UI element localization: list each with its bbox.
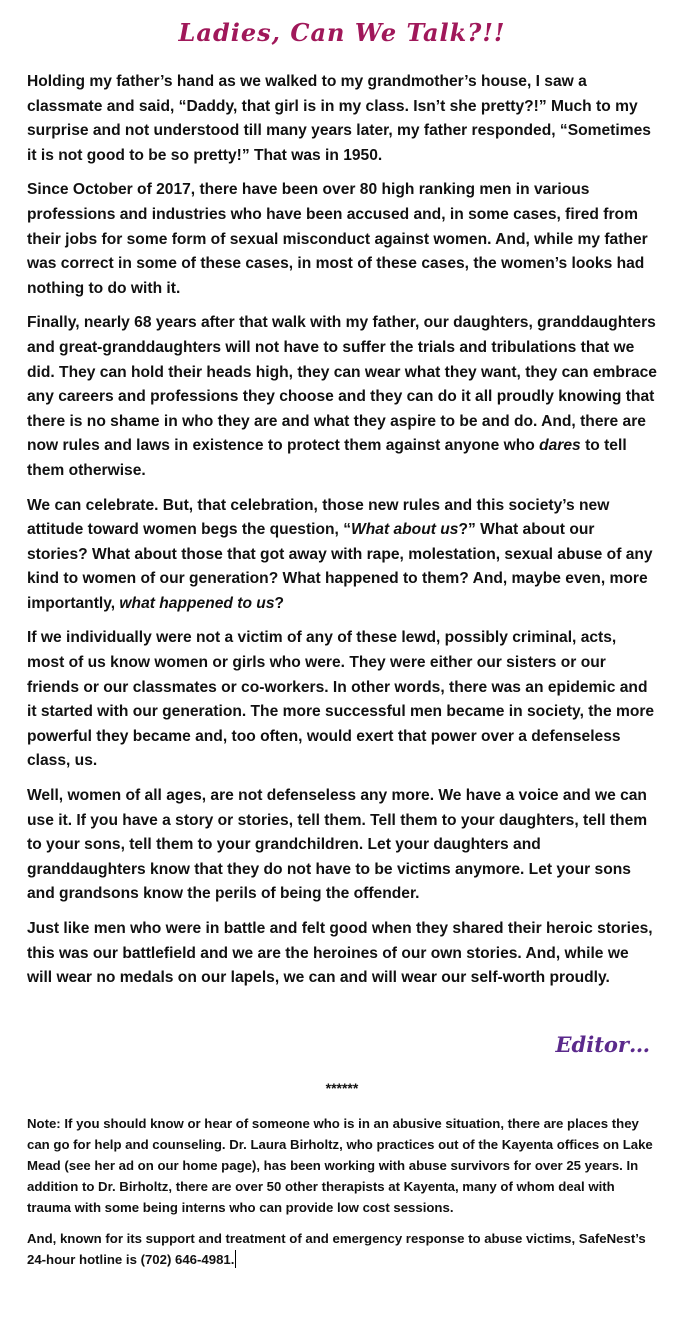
paragraph-1: Holding my father’s hand as we walked to my grandmother’s house, I saw a classmate and said, “Daddy, that girl is in my class. Isn’t she pretty?!” Much to my surprise and not understood till many years later, my father responded, “Sometimes it is not good to be so pretty!” That was in 1950. [27,73,651,164]
paragraph-3-emphasis: dares [539,437,581,455]
paragraph-5: If we individually were not a victim of any of these lewd, possibly criminal, acts, most of us know women or girls who were. They were either our sisters or our friends or our classmates or co-workers. In other words, there was an epidemic and it started with our generation. The more successful men became in society, the more powerful they became and, too often, would exert that power over a defenseless class, us. [27,629,655,770]
paragraph-4-emphasis-1: What about us [351,521,459,539]
article-body [27,70,657,1001]
article-title: Ladies, Can We Talk?!! [178,18,506,47]
hotline-text: And, known for its support and treatment of and emergency response to abuse victims, SafeNest’s 24-hour hotline is (702) 646-4981. [27,1231,646,1267]
editor-signature: Editor… [555,1032,650,1057]
paragraph-4-text-c: ? [274,594,285,612]
note-paragraph-1: Note: If you should know or hear of someone who is in an abusive situation, there are places they can go for help and counseling. Dr. Laura Birholtz, who practices out of the Kayenta offices on Lake Mead (see her ad on our home page), has been working with abuse survivors for over 25 years. In addition to Dr. Birholtz, there are over 50 other therapists at Kayenta, many of whom deal with trauma with some being interns who can provide low cost sessions. [27,1116,653,1215]
paragraph-4-emphasis-2: what happened to us [119,594,275,612]
note-section [27,1113,659,1280]
paragraph-2: Since October of 2017, there have been over 80 high ranking men in various professions and industries who have been accused and, in some cases, fired from their jobs for some form of sexual misconduct against women. And, while my father was correct in some of these cases, in most of these cases, the women’s looks had nothing to do with it. [27,181,648,297]
paragraph-4 [27,494,657,617]
text-cursor [235,1250,236,1268]
paragraph-4-text-a: We can celebrate. But, that celebration, those new rules and this society’s new attitude toward women begs the question, “ [27,496,610,539]
section-separator: ****** [325,1080,359,1096]
paragraph-6: Well, women of all ages, are not defenseless any more. We have a voice and we can use it. If you have a story or stories, tell them. Tell them to your daughters, tell them to your sons, tell them to your grandchildren. Let your daughters and granddaughters know that they do not have to be victims anymore. Let your sons and grandsons know the perils of being the offender. [27,787,648,903]
paragraph-3 [27,311,657,483]
note-paragraph-2 [27,1228,659,1270]
paragraph-7: Just like men who were in battle and felt good when they shared their heroic stories, this was our battlefield and we are the heroines of our own stories. And, while we will wear no medals on our lapels, we can and will wear our self-worth proudly. [27,920,653,987]
paragraph-3-text-b: to tell them otherwise. [27,437,627,479]
paragraph-4-text-b: ?” What about our stories? What about those that got away with rape, molestation, sexual abuse of any kind to women of our generation? What happened to them? And, maybe even, more importantly, [27,521,653,612]
paragraph-3-text-a: Finally, nearly 68 years after that walk with my father, our daughters, granddaughters and great-granddaughters will not have to suffer the trials and tribulations that we did. They can hold their heads high, they can wear what they want, they can embrace any careers and professions they choose and they can do it all proudly knowing that there is no shame in who they are and what they aspire to be and do. And, there are now rules and laws in existence to protect them against anyone who [27,314,657,455]
